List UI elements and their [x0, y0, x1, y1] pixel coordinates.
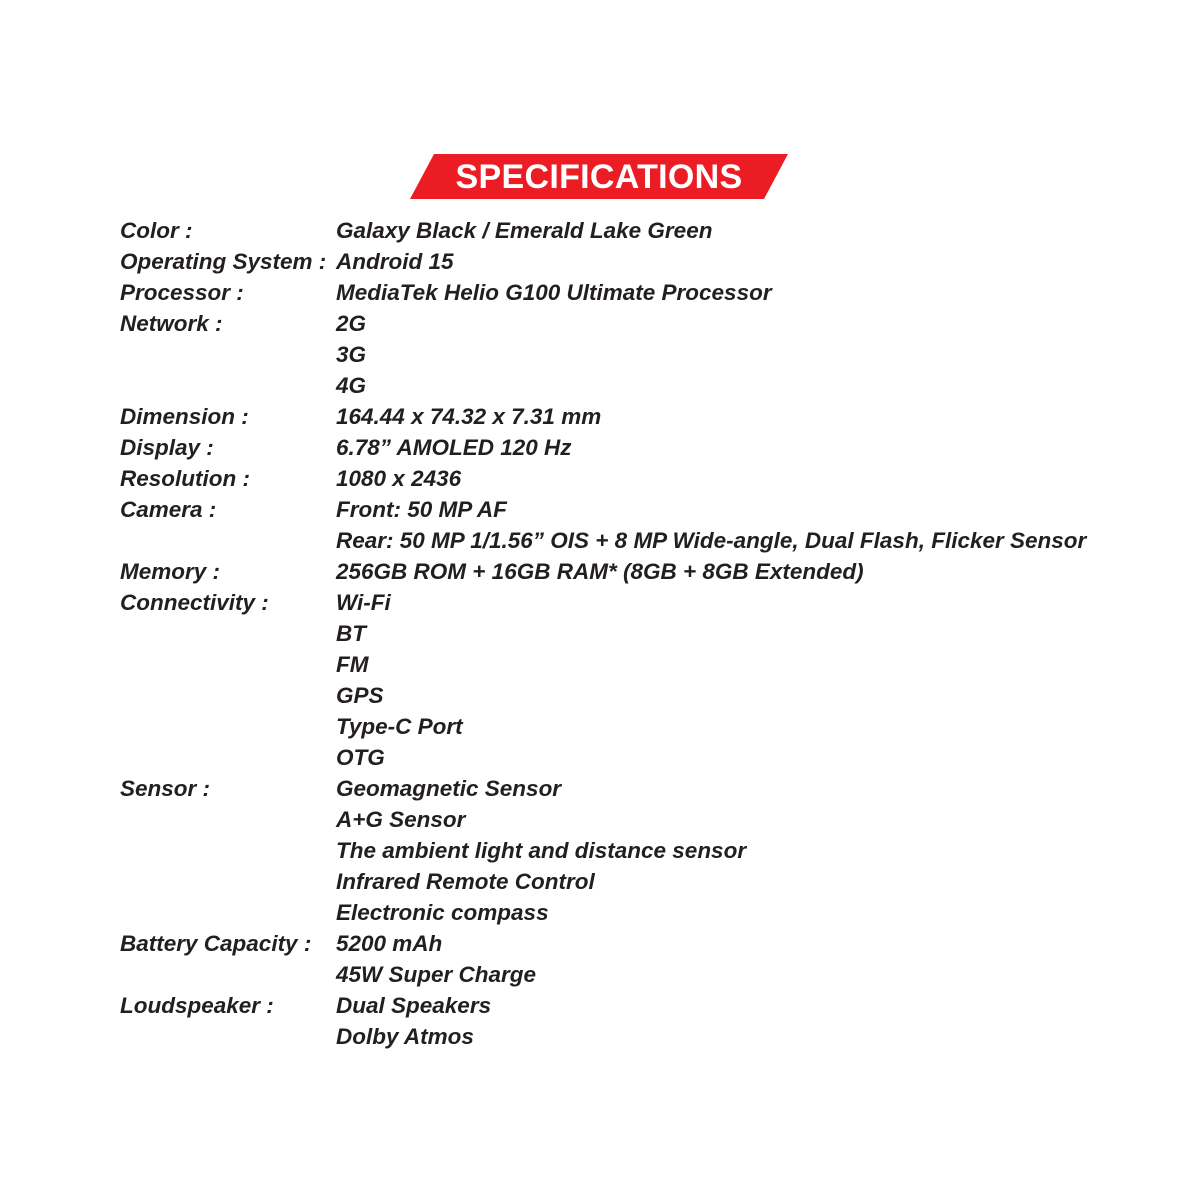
spec-value: 164.44 x 74.32 x 7.31 mm	[336, 404, 602, 429]
spec-label: Network :	[120, 311, 223, 336]
specifications-list	[120, 215, 1120, 1052]
spec-row	[120, 587, 1120, 773]
spec-value: 1080 x 2436	[336, 466, 462, 491]
spec-values	[336, 308, 1120, 401]
page-title: SPECIFICATIONS	[455, 158, 743, 196]
spec-values	[336, 990, 1120, 1052]
spec-row	[120, 308, 1120, 401]
spec-values	[336, 277, 1120, 308]
spec-value: Galaxy Black / Emerald Lake Green	[336, 218, 713, 243]
spec-label: Camera :	[120, 497, 217, 522]
spec-value: Android 15	[336, 249, 454, 274]
spec-row	[120, 463, 1120, 494]
spec-value: Infrared Remote Control	[336, 869, 595, 894]
spec-value: The ambient light and distance sensor	[336, 838, 747, 863]
spec-label: Battery Capacity :	[120, 931, 312, 956]
spec-value: Wi-Fi	[336, 590, 391, 615]
spec-label: Sensor :	[120, 776, 211, 801]
spec-values	[336, 494, 1120, 556]
spec-row	[120, 990, 1120, 1052]
spec-value: Electronic compass	[336, 900, 549, 925]
spec-label: Memory :	[120, 559, 221, 584]
spec-row	[120, 277, 1120, 308]
spec-value: 4G	[336, 373, 367, 398]
spec-label: Processor :	[120, 280, 244, 305]
spec-value: 6.78” AMOLED 120 Hz	[336, 435, 572, 460]
spec-values	[336, 773, 1120, 928]
spec-row	[120, 773, 1120, 928]
spec-row	[120, 246, 1120, 277]
spec-value: Geomagnetic Sensor	[336, 776, 562, 801]
spec-value: Dual Speakers	[336, 993, 492, 1018]
spec-value: FM	[336, 652, 369, 677]
spec-value: A+G Sensor	[336, 807, 466, 832]
spec-value: Rear: 50 MP 1/1.56” OIS + 8 MP Wide-angle, Dual Flash, Flicker Sensor	[336, 528, 1087, 553]
spec-row	[120, 556, 1120, 587]
spec-label: Connectivity :	[120, 590, 269, 615]
spec-values	[336, 463, 1120, 494]
spec-row	[120, 928, 1120, 990]
spec-value: Dolby Atmos	[336, 1024, 474, 1049]
spec-value: MediaTek Helio G100 Ultimate Processor	[336, 280, 772, 305]
spec-label: Display :	[120, 435, 214, 460]
spec-values	[336, 928, 1120, 990]
specifications-banner	[410, 154, 788, 199]
spec-label: Operating System :	[120, 249, 327, 274]
spec-label: Resolution :	[120, 466, 250, 491]
spec-values	[336, 587, 1120, 773]
spec-value: Front: 50 MP AF	[336, 497, 507, 522]
spec-value: OTG	[336, 745, 385, 770]
spec-value: 45W Super Charge	[336, 962, 537, 987]
spec-label: Loudspeaker :	[120, 993, 274, 1018]
spec-values	[336, 246, 1120, 277]
spec-values	[336, 401, 1120, 432]
spec-value: 3G	[336, 342, 367, 367]
spec-value: 5200 mAh	[336, 931, 443, 956]
spec-value: Type-C Port	[336, 714, 463, 739]
spec-value: 2G	[336, 311, 367, 336]
spec-label: Dimension :	[120, 404, 249, 429]
spec-row	[120, 215, 1120, 246]
spec-value: GPS	[336, 683, 384, 708]
spec-label: Color :	[120, 218, 193, 243]
spec-values	[336, 215, 1120, 246]
spec-values	[336, 432, 1120, 463]
spec-row	[120, 494, 1120, 556]
spec-row	[120, 401, 1120, 432]
spec-values	[336, 556, 1120, 587]
spec-value: 256GB ROM + 16GB RAM* (8GB + 8GB Extended)	[336, 559, 864, 584]
spec-value: BT	[336, 621, 366, 646]
spec-row	[120, 432, 1120, 463]
